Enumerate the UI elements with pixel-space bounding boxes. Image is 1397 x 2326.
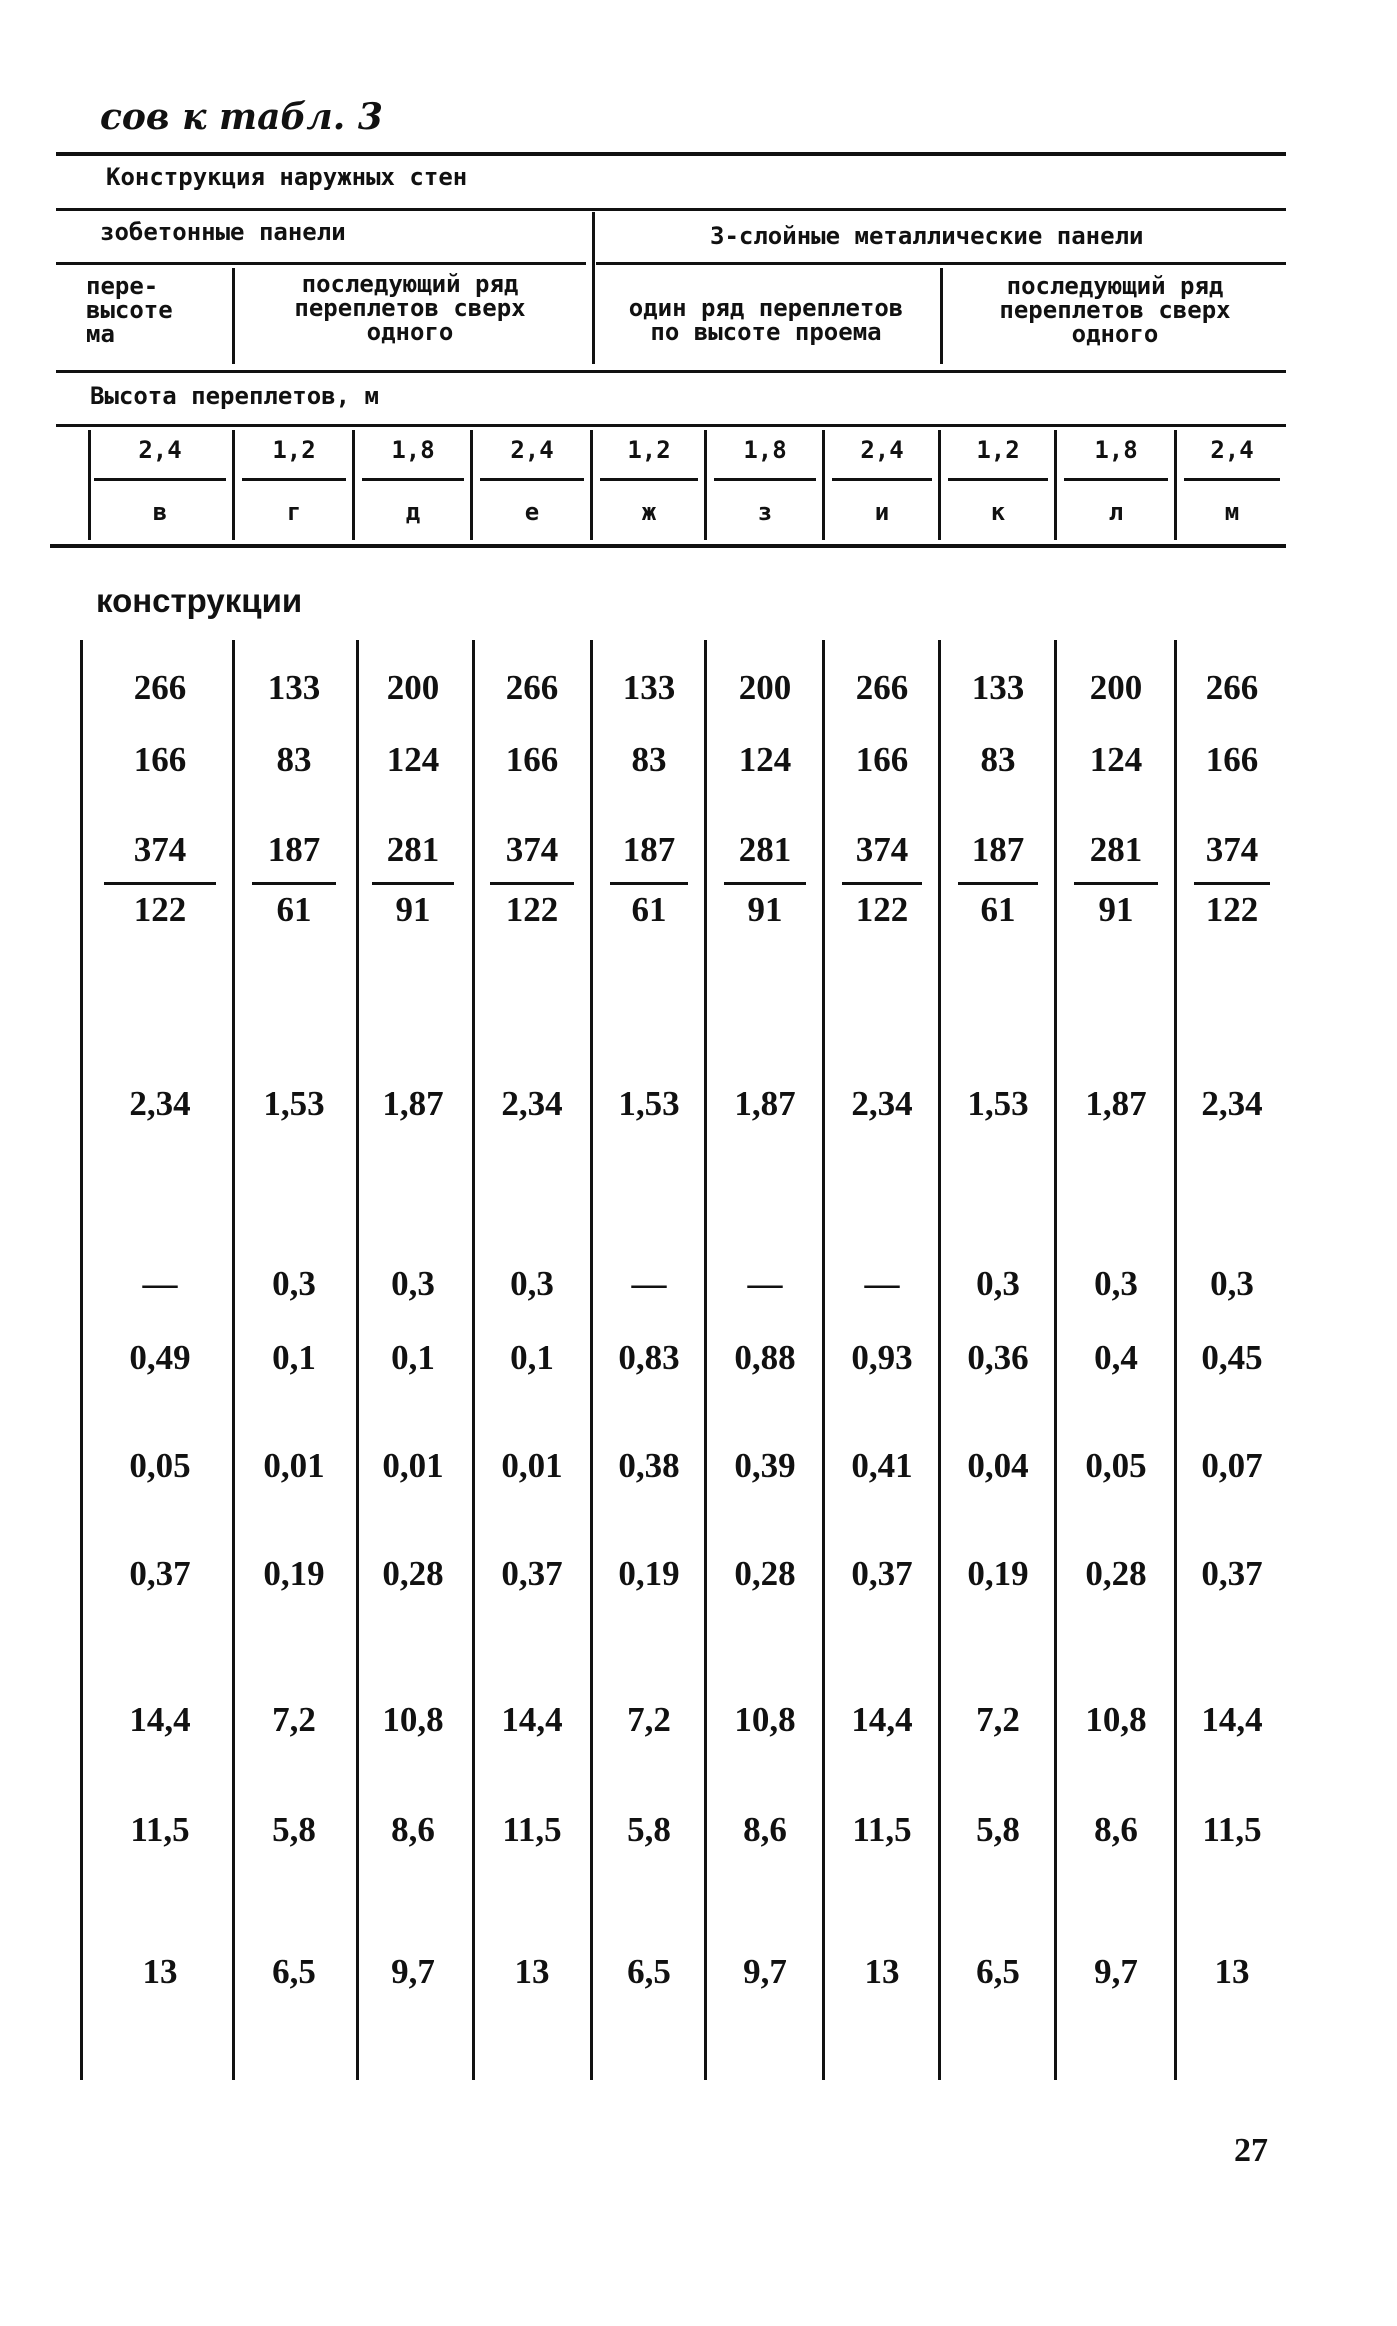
table-cell: 0,83 <box>618 1338 680 1377</box>
table-cell: 5,8 <box>976 1810 1020 1849</box>
heights-cell-rule <box>362 478 464 481</box>
sub-right-1-line: один ряд переплетов <box>628 294 904 322</box>
fraction-numerator: 281 <box>738 830 792 869</box>
sub-left-1-line: высоте <box>86 296 173 324</box>
table-cell: 6,5 <box>627 1952 671 1991</box>
table-cell: 1,87 <box>734 1084 796 1123</box>
fraction-denominator: 61 <box>631 890 667 929</box>
table-cell: 166 <box>1205 740 1259 779</box>
table-cell: 0,41 <box>851 1446 913 1485</box>
sub-left-1 <box>86 274 206 346</box>
table-cell: 166 <box>133 740 187 779</box>
heights-column-divider <box>1054 430 1057 540</box>
table-cell: 8,6 <box>391 1810 435 1849</box>
table-cell: 133 <box>622 668 676 707</box>
table-cell: 2,34 <box>129 1084 191 1123</box>
fraction-bar <box>842 882 922 885</box>
table-cell: — <box>747 1264 783 1303</box>
table-column-divider <box>232 640 235 2080</box>
fraction-denominator: 122 <box>505 890 559 929</box>
table-cell: 0,05 <box>129 1446 191 1485</box>
fraction-denominator: 91 <box>747 890 783 929</box>
table-cell: 0,1 <box>391 1338 435 1377</box>
heights-column-divider <box>470 430 473 540</box>
header-rule-2 <box>56 208 1286 211</box>
table-cell: 10,8 <box>382 1700 444 1739</box>
table-cell: 0,93 <box>851 1338 913 1377</box>
height-value: 1,8 <box>391 436 435 464</box>
table-cell: 2,34 <box>501 1084 563 1123</box>
table-cell: — <box>142 1264 178 1303</box>
page-number: 27 <box>1234 2132 1268 2169</box>
column-letter: е <box>524 498 540 526</box>
heights-column-divider <box>1174 430 1177 540</box>
fraction-numerator: 281 <box>1089 830 1143 869</box>
table-cell: 13 <box>514 1952 550 1991</box>
header-group-divider <box>592 212 595 364</box>
table-column-divider <box>80 640 83 2080</box>
table-cell: 124 <box>386 740 440 779</box>
sub-right-1 <box>596 296 936 344</box>
table-cell: 0,01 <box>263 1446 325 1485</box>
heights-cell-rule <box>832 478 932 481</box>
sub-left-2-line: последующий ряд <box>301 270 519 298</box>
height-value: 1,8 <box>1094 436 1138 464</box>
table-cell: 1,53 <box>263 1084 325 1123</box>
heights-column-divider <box>704 430 707 540</box>
sub-right-2 <box>950 274 1280 346</box>
table-cell: 9,7 <box>743 1952 787 1991</box>
table-cell: 11,5 <box>1202 1810 1262 1849</box>
table-cell: 0,3 <box>1210 1264 1254 1303</box>
table-column-divider <box>1174 640 1177 2080</box>
sub-right-2-line: одного <box>1071 320 1159 348</box>
fraction-denominator: 122 <box>133 890 187 929</box>
table-cell: 1,53 <box>618 1084 680 1123</box>
sub-left-2-line: одного <box>366 318 454 346</box>
heights-column-divider <box>352 430 355 540</box>
table-cell: 5,8 <box>627 1810 671 1849</box>
table-cell: 0,38 <box>618 1446 680 1485</box>
fraction-numerator: 374 <box>1205 830 1259 869</box>
fraction-numerator: 187 <box>622 830 676 869</box>
table-cell: 2,34 <box>1201 1084 1263 1123</box>
column-letter: м <box>1224 498 1240 526</box>
column-letter: з <box>757 498 773 526</box>
heights-column-divider <box>590 430 593 540</box>
table-cell: — <box>864 1264 900 1303</box>
header-main-label: Конструкция наружных стен <box>106 163 468 191</box>
heights-cell-rule <box>1064 478 1168 481</box>
fraction-numerator: 187 <box>971 830 1025 869</box>
table-cell: 2,34 <box>851 1084 913 1123</box>
table-cell: 0,1 <box>272 1338 316 1377</box>
table-cell: 0,3 <box>1094 1264 1138 1303</box>
table-cell: 0,1 <box>510 1338 554 1377</box>
heights-cell-rule <box>948 478 1048 481</box>
table-cell: 9,7 <box>391 1952 435 1991</box>
sub-right-2-line: последующий ряд <box>1006 272 1224 300</box>
table-cell: 0,05 <box>1085 1446 1147 1485</box>
sub-right-2-line: переплетов сверх <box>999 296 1231 324</box>
height-label: Высота переплетов, м <box>90 382 379 410</box>
height-value: 2,4 <box>1210 436 1254 464</box>
column-letter: л <box>1108 498 1124 526</box>
table-cell: 0,19 <box>967 1554 1029 1593</box>
table-cell: 124 <box>1089 740 1143 779</box>
table-cell: 0,19 <box>263 1554 325 1593</box>
fraction-bar <box>1074 882 1158 885</box>
header-rule-5 <box>56 424 1286 427</box>
table-column-divider <box>938 640 941 2080</box>
table-cell: 266 <box>855 668 909 707</box>
height-value: 2,4 <box>510 436 554 464</box>
header-top-rule <box>56 152 1286 156</box>
table-cell: 0,28 <box>382 1554 444 1593</box>
heights-cell-rule <box>242 478 346 481</box>
heights-column-divider <box>232 430 235 540</box>
fraction-denominator: 122 <box>855 890 909 929</box>
table-cell: 0,4 <box>1094 1338 1138 1377</box>
fraction-numerator: 374 <box>133 830 187 869</box>
table-column-divider <box>1054 640 1057 2080</box>
fraction-bar <box>958 882 1038 885</box>
sub-divider-1 <box>232 268 235 364</box>
column-letter: ж <box>641 498 657 526</box>
fraction-bar <box>372 882 454 885</box>
table-cell: 8,6 <box>1094 1810 1138 1849</box>
fraction-bar <box>490 882 574 885</box>
header-rule-3 <box>56 262 586 265</box>
fraction-numerator: 374 <box>505 830 559 869</box>
table-cell: 7,2 <box>627 1700 671 1739</box>
table-cell: 1,87 <box>1085 1084 1147 1123</box>
table-cell: — <box>631 1264 667 1303</box>
table-cell: 13 <box>864 1952 900 1991</box>
column-letter: и <box>874 498 890 526</box>
table-cell: 14,4 <box>851 1700 913 1739</box>
table-cell: 200 <box>738 668 792 707</box>
table-cell: 6,5 <box>976 1952 1020 1991</box>
table-cell: 14,4 <box>1201 1700 1263 1739</box>
sub-left-2-line: переплетов сверх <box>294 294 526 322</box>
table-cell: 10,8 <box>1085 1700 1147 1739</box>
height-value: 1,2 <box>627 436 671 464</box>
table-cell: 14,4 <box>129 1700 191 1739</box>
table-cell: 0,04 <box>967 1446 1029 1485</box>
table-cell: 7,2 <box>976 1700 1020 1739</box>
column-letter: д <box>405 498 421 526</box>
sub-left-2 <box>240 272 580 344</box>
height-value: 1,2 <box>976 436 1020 464</box>
heights-column-divider <box>822 430 825 540</box>
table-cell: 0,3 <box>510 1264 554 1303</box>
table-cell: 266 <box>1205 668 1259 707</box>
table-cell: 133 <box>971 668 1025 707</box>
table-cell: 200 <box>1089 668 1143 707</box>
table-cell: 0,37 <box>1201 1554 1263 1593</box>
table-cell: 0,3 <box>272 1264 316 1303</box>
table-cell: 83 <box>631 740 667 779</box>
table-cell: 0,45 <box>1201 1338 1263 1377</box>
fraction-bar <box>1194 882 1270 885</box>
table-cell: 0,36 <box>967 1338 1029 1377</box>
section-title: конструкции <box>96 582 303 619</box>
fraction-numerator: 374 <box>855 830 909 869</box>
column-letter: г <box>286 498 302 526</box>
table-cell: 0,39 <box>734 1446 796 1485</box>
table-cell: 5,8 <box>272 1810 316 1849</box>
fraction-bar <box>724 882 806 885</box>
table-cell: 9,7 <box>1094 1952 1138 1991</box>
header-group-right: 3-слойные металлические панели <box>710 222 1144 250</box>
table-cell: 0,28 <box>1085 1554 1147 1593</box>
fraction-bar <box>610 882 688 885</box>
header-rule-3b <box>596 262 1286 265</box>
column-letter: в <box>152 498 168 526</box>
heights-cell-rule <box>600 478 698 481</box>
height-value: 1,2 <box>272 436 316 464</box>
table-cell: 13 <box>1214 1952 1250 1991</box>
table-cell: 1,87 <box>382 1084 444 1123</box>
fraction-denominator: 91 <box>1098 890 1134 929</box>
table-cell: 0,28 <box>734 1554 796 1593</box>
sub-right-1-line: по высоте проема <box>650 318 882 346</box>
table-cell: 166 <box>505 740 559 779</box>
fraction-denominator: 122 <box>1205 890 1259 929</box>
table-cell: 6,5 <box>272 1952 316 1991</box>
table-cell: 0,19 <box>618 1554 680 1593</box>
table-cell: 266 <box>133 668 187 707</box>
sub-divider-2 <box>940 268 943 364</box>
page-title: сов к табл. 3 <box>100 96 383 138</box>
sub-left-1-line: пере- <box>86 272 159 300</box>
table-cell: 0,3 <box>391 1264 435 1303</box>
table-cell: 133 <box>267 668 321 707</box>
column-letter: к <box>990 498 1006 526</box>
table-cell: 0,49 <box>129 1338 191 1377</box>
table-cell: 11,5 <box>130 1810 190 1849</box>
header-group-left: зобетонные панели <box>100 218 346 246</box>
table-cell: 0,88 <box>734 1338 796 1377</box>
table-column-divider <box>704 640 707 2080</box>
header-rule-6 <box>50 544 1286 548</box>
header-rule-4 <box>56 370 1286 373</box>
table-cell: 11,5 <box>502 1810 562 1849</box>
fraction-denominator: 61 <box>980 890 1016 929</box>
table-cell: 83 <box>980 740 1016 779</box>
table-cell: 8,6 <box>743 1810 787 1849</box>
table-cell: 0,3 <box>976 1264 1020 1303</box>
table-cell: 83 <box>276 740 312 779</box>
fraction-denominator: 91 <box>395 890 431 929</box>
height-value: 2,4 <box>138 436 182 464</box>
table-cell: 10,8 <box>734 1700 796 1739</box>
fraction-bar <box>252 882 336 885</box>
table-cell: 11,5 <box>852 1810 912 1849</box>
table-cell: 13 <box>142 1952 178 1991</box>
heights-cell-rule <box>714 478 816 481</box>
table-column-divider <box>590 640 593 2080</box>
fraction-numerator: 187 <box>267 830 321 869</box>
heights-cell-rule <box>1184 478 1280 481</box>
heights-cell-rule <box>480 478 584 481</box>
table-cell: 266 <box>505 668 559 707</box>
height-value: 2,4 <box>860 436 904 464</box>
sub-left-1-line: ма <box>86 320 115 348</box>
table-cell: 0,37 <box>129 1554 191 1593</box>
table-cell: 166 <box>855 740 909 779</box>
table-cell: 0,07 <box>1201 1446 1263 1485</box>
table-cell: 124 <box>738 740 792 779</box>
fraction-numerator: 281 <box>386 830 440 869</box>
table-cell: 0,37 <box>851 1554 913 1593</box>
table-cell: 200 <box>386 668 440 707</box>
heights-cell-rule <box>94 478 226 481</box>
table-cell: 7,2 <box>272 1700 316 1739</box>
fraction-denominator: 61 <box>276 890 312 929</box>
table-cell: 0,01 <box>382 1446 444 1485</box>
table-cell: 1,53 <box>967 1084 1029 1123</box>
table-cell: 0,37 <box>501 1554 563 1593</box>
fraction-bar <box>104 882 216 885</box>
height-value: 1,8 <box>743 436 787 464</box>
table-cell: 14,4 <box>501 1700 563 1739</box>
heights-column-divider <box>938 430 941 540</box>
table-column-divider <box>822 640 825 2080</box>
table-cell: 0,01 <box>501 1446 563 1485</box>
